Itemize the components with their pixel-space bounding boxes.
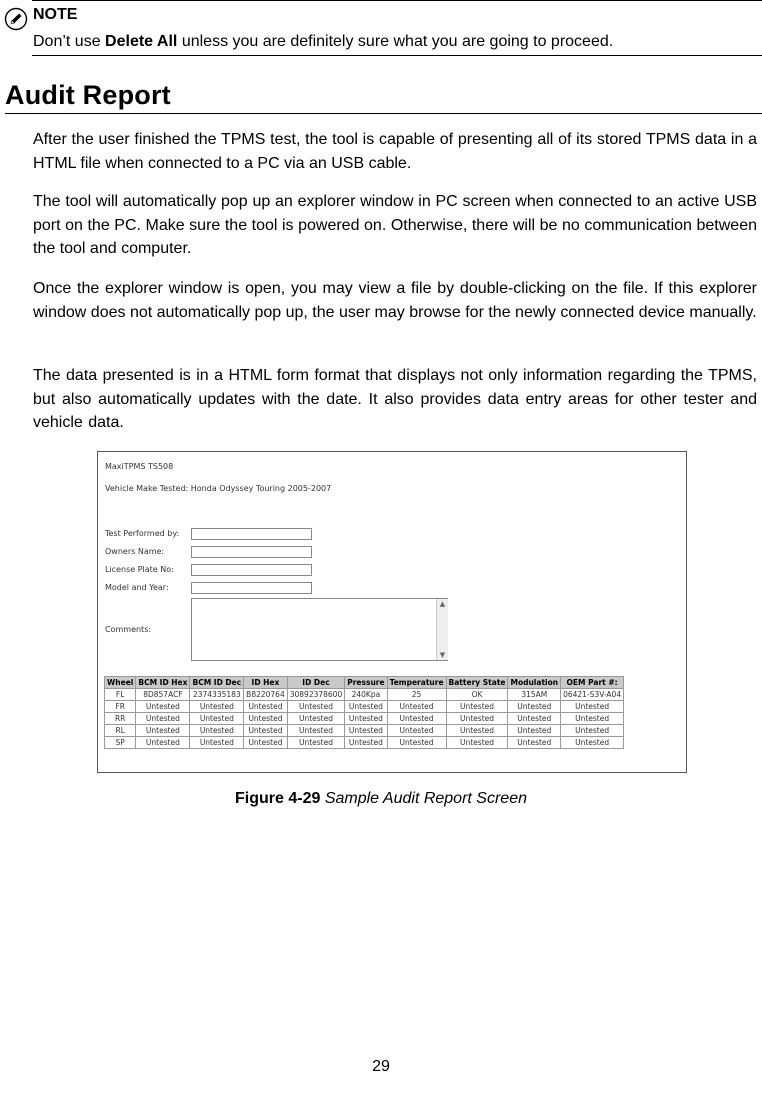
license-plate-input[interactable] (191, 564, 312, 576)
model-year-label: Model and Year: (105, 583, 169, 592)
test-performed-input[interactable] (191, 528, 312, 540)
column-header: Pressure (345, 677, 387, 689)
note-emphasis: Delete All (105, 33, 178, 50)
table-header-row (105, 677, 624, 689)
license-plate-label: License Plate No: (105, 565, 174, 574)
vehicle-make: Vehicle Make Tested: Honda Odyssey Touring 2005-2007 (105, 484, 332, 493)
comments-label: Comments: (105, 625, 152, 634)
comments-textarea[interactable] (191, 598, 448, 661)
figure-caption (0, 790, 762, 808)
note-text: Don’t use Delete All unless you are definitely sure what you are going to proceed. (33, 33, 614, 50)
pencil-icon (4, 7, 28, 31)
table-row: FR Untested Untested Untested Untested Untested Untested Untested Untested Untested (105, 701, 624, 713)
page-number: 29 (372, 1058, 390, 1075)
note-top-rule (32, 0, 762, 1)
note-bottom-rule (32, 55, 762, 56)
caption-text: Sample Audit Report Screen (324, 790, 527, 807)
tpms-data-table (104, 676, 624, 749)
scroll-up-icon[interactable]: ▲ (439, 600, 446, 608)
owners-name-label: Owners Name: (105, 547, 165, 556)
column-header: BCM ID Hex (136, 677, 190, 689)
column-header: Wheel (105, 677, 136, 689)
column-header: ID Hex (244, 677, 288, 689)
section-rule (5, 113, 762, 114)
app-title: MaxiTPMS TS508 (105, 462, 174, 471)
note-box (4, 0, 762, 56)
table-row: RL Untested Untested Untested Untested Untested Untested Untested Untested Untested (105, 725, 624, 737)
table-row: SP Untested Untested Untested Untested Untested Untested Untested Untested Untested (105, 737, 624, 749)
paragraph: After the user finished the TPMS test, the tool is capable of presenting all of its stored TPMS data in a HTML file when connected to a PC via an USB cable. (33, 131, 757, 172)
paragraph: The tool will automatically pop up an explorer window in PC screen when connected to an active USB port on the PC. Make sure the tool is powered on. Otherwise, there will be no communication between the tool and computer. (33, 193, 757, 257)
column-header: Battery State (446, 677, 508, 689)
column-header: BCM ID Dec (190, 677, 244, 689)
scroll-down-icon[interactable]: ▼ (439, 651, 446, 659)
comments-scrollbar[interactable] (436, 599, 448, 660)
paragraph: The data presented is in a HTML form format that displays not only information regarding the TPMS, but also automatically updates with the date. It also provides data entry areas for other tester and vehicle data. (33, 367, 757, 431)
column-header: Modulation (508, 677, 561, 689)
column-header: OEM Part #: (561, 677, 624, 689)
section-title: Audit Report (5, 80, 171, 110)
column-header: Temperature (387, 677, 446, 689)
table-row: RR Untested Untested Untested Untested Untested Untested Untested Untested Untested (105, 713, 624, 725)
caption-label: Figure 4-29 (235, 790, 321, 807)
table-row: FL 8D857ACF 2374335183 B8220764 30892378600 240Kpa 25 OK 315AM 06421-S3V-A04 (105, 689, 624, 701)
model-year-input[interactable] (191, 582, 312, 594)
note-title: NOTE (33, 6, 78, 23)
paragraph: Once the explorer window is open, you may view a file by double-clicking on the file. If this explorer window does not automatically pop up, the user may browse for the newly connected device manually. (33, 280, 757, 321)
owners-name-input[interactable] (191, 546, 312, 558)
audit-report-figure (97, 451, 687, 773)
test-performed-label: Test Performed by: (105, 529, 180, 538)
column-header: ID Dec (287, 677, 345, 689)
